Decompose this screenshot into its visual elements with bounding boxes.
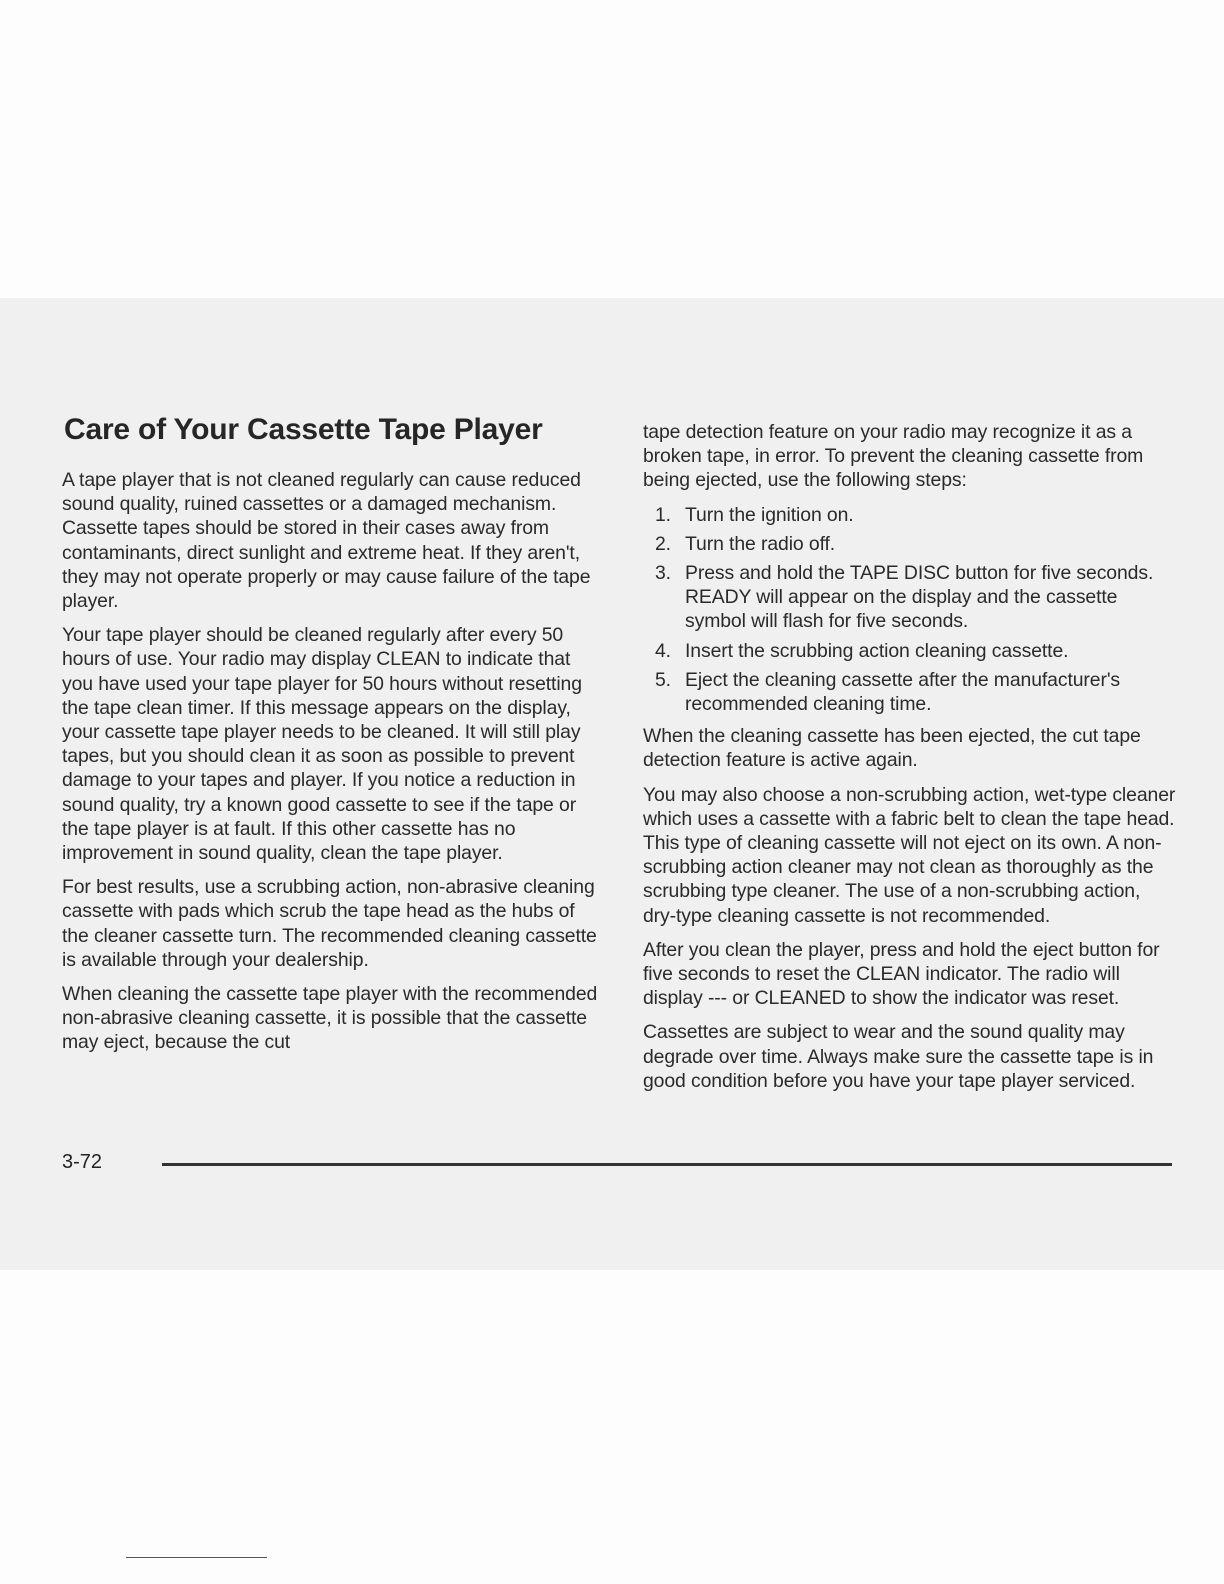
list-item: [643, 639, 1178, 663]
left-column: [62, 412, 602, 1065]
step-number: 1.: [655, 503, 671, 526]
body-paragraph: After you clean the player, press and hold the eject button for five seconds to reset the CLEAN indicator. The radio will display --- or CLEANED to show the indicator was reset.: [643, 938, 1160, 1010]
list-item: [643, 668, 1178, 716]
body-paragraph: You may also choose a non-scrubbing action, wet-type cleaner which uses a cassette with a fabric belt to clean the tape head. This type of cleaning cassette will not eject on its own. A non-scrubbing action cleaner may not clean as thoroughly as the scrubbing type cleaner. The use of a non-scrubbing action, dry-type cleaning cassette is not recommended.: [643, 783, 1176, 927]
body-paragraph: For best results, use a scrubbing action, non-abrasive cleaning cassette with pads which scrub the tape head as the hubs of the cleaner cassette turn. The recommended cleaning cassette is available through your dealership.: [62, 876, 597, 971]
steps-list: [643, 503, 1178, 717]
body-paragraph: Your tape player should be cleaned regularly after every 50 hours of use. Your radio may display CLEAN to indicate that you have used your tape player for 50 hours without resetting the tape clean timer. If this message appears on the display, your cassette tape player needs to be cleaned. It will still play tapes, but you should clean it as soon as possible to prevent damage to your tapes and player. If you notice a reduction in sound quality, try a known good cassette to see if the tape or the tape player is at fault. If this other cassette has no improvement in sound quality, clean the tape player.: [62, 624, 582, 865]
section-title: Care of Your Cassette Tape Player: [64, 413, 543, 446]
right-column: [643, 420, 1178, 1103]
list-item: [643, 532, 1178, 556]
step-number: 2.: [655, 532, 671, 555]
list-item: [643, 561, 1178, 634]
body-paragraph: Cassettes are subject to wear and the sound quality may degrade over time. Always make sure the cassette tape is in good condition before you have your tape player serviced.: [643, 1021, 1154, 1092]
body-paragraph: tape detection feature on your radio may recognize it as a broken tape, in error. To prevent the cleaning cassette from being ejected, use the following steps:: [643, 421, 1144, 492]
step-text: Press and hold the TAPE DISC button for five seconds. READY will appear on the display and the cassette symbol will flash for five seconds.: [685, 562, 1154, 633]
step-text: Turn the radio off.: [685, 532, 836, 555]
link-underline: [126, 1557, 267, 1558]
body-paragraph: A tape player that is not cleaned regularly can cause reduced sound quality, ruined cassettes or a damaged mechanism. Cassette tapes should be stored in their cases away from contaminants, direct sunlight and extreme heat. If they aren't, they may not operate properly or may cause failure of the tape player.: [62, 469, 591, 613]
list-item: [643, 503, 1178, 527]
step-text: Insert the scrubbing action cleaning cassette.: [685, 639, 1069, 662]
body-paragraph: When cleaning the cassette tape player with the recommended non-abrasive cleaning cassette, it is possible that the cassette may eject, because the cut: [62, 983, 598, 1054]
step-number: 3.: [655, 562, 671, 585]
step-number: 4.: [655, 639, 671, 662]
step-number: 5.: [655, 668, 671, 691]
page-number: 3-72: [62, 1151, 103, 1173]
step-text: Eject the cleaning cassette after the manufacturer's recommended cleaning time.: [685, 668, 1121, 716]
step-text: Turn the ignition on.: [685, 503, 854, 526]
footer-divider: [162, 1163, 1172, 1166]
body-paragraph: When the cleaning cassette has been ejected, the cut tape detection feature is active again.: [643, 725, 1141, 772]
